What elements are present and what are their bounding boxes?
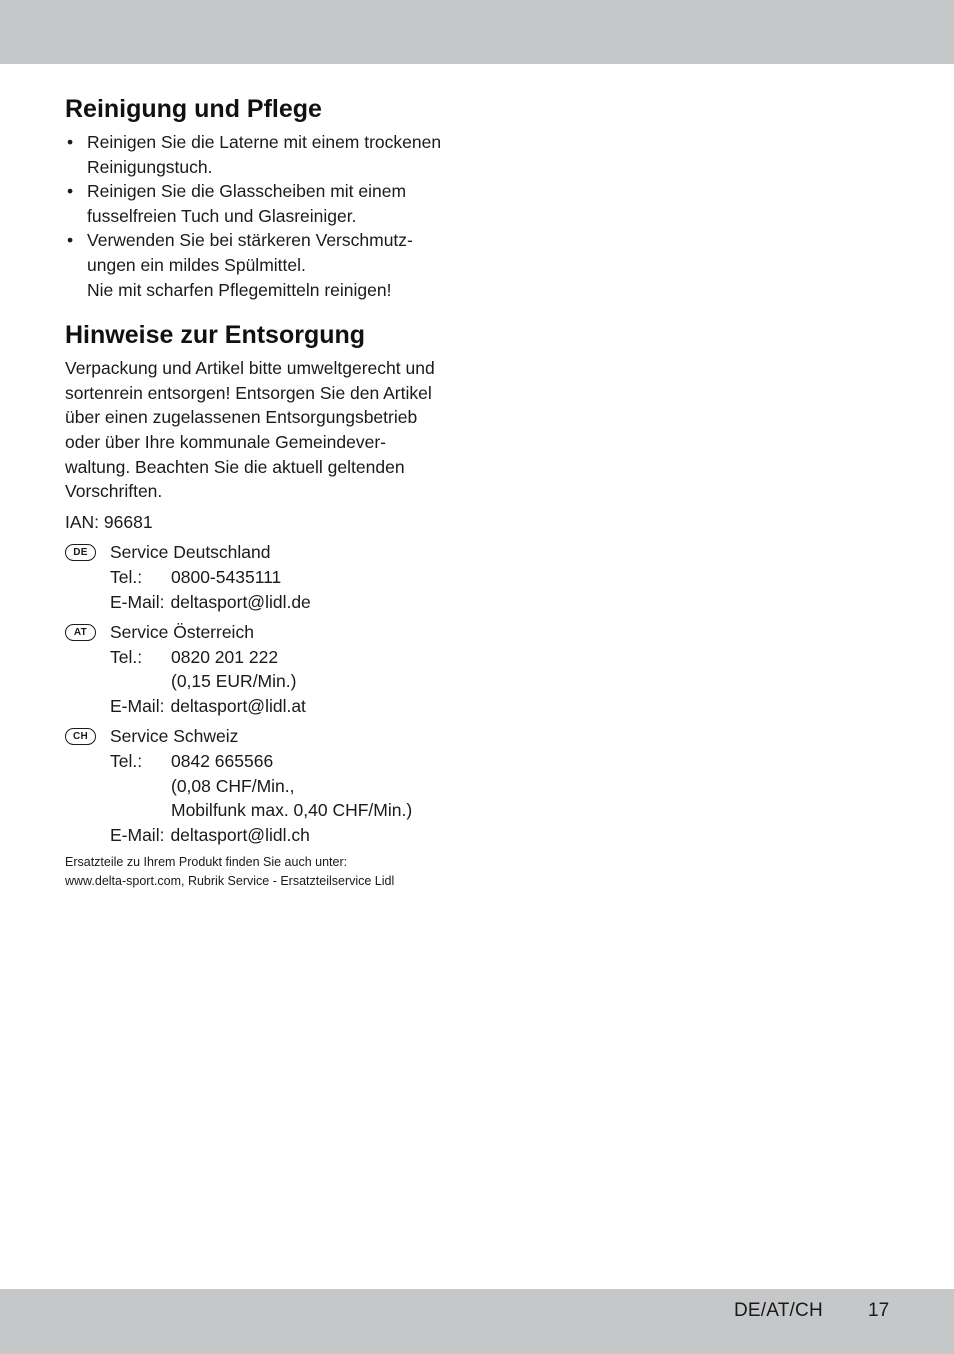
disposal-line: Vorschriften. [65,481,163,502]
country-badge-at-icon: AT [65,624,96,641]
care-line: Reinigungstuch. [87,156,213,177]
bullet-icon: • [67,230,74,251]
tel-rate: (0,08 CHF/Min., [171,775,295,796]
email-value: deltasport@lidl.de [170,591,311,612]
disposal-heading: Hinweise zur Entsorgung [65,321,366,350]
care-list [65,130,465,302]
care-line: Reinigen Sie die Laterne mit einem trockenen [87,132,442,152]
footer-region: DE/AT/CH [734,1300,823,1321]
service-tel-row [110,645,465,694]
tel-label: Tel.: [110,751,143,772]
bullet-icon: • [67,132,74,152]
service-email-row [110,590,465,615]
spare-parts-note [65,853,465,891]
care-heading: Reinigung und Pflege [65,95,322,123]
tel-label: Tel.: [110,646,143,667]
service-tel-row [110,749,465,823]
care-line: Verwenden Sie bei stärkeren Verschmutz- [87,230,413,251]
tel-rate: Mobilfunk max. 0,40 CHF/Min.) [171,800,413,821]
service-email-row [110,823,465,848]
tel-value: 0800-5435111 [171,566,282,587]
service-tel-row [110,565,465,590]
tel-value: 0842 665566 [171,751,274,772]
care-line: ungen ein mildes Spülmittel. [87,254,306,275]
disposal-line: über einen zugelassenen Entsorgungsbetrieb [65,407,418,428]
tel-value-group [171,749,465,823]
header-band [0,0,954,64]
disposal-paragraph [65,356,465,504]
service-at [65,620,465,718]
disposal-line: oder über Ihre kommunale Gemeindever- [65,431,386,452]
service-email-row [110,694,465,719]
disposal-line: waltung. Beachten Sie die aktuell geltenden [65,456,405,477]
spare-parts-line: Ersatzteile zu Ihrem Produkt finden Sie auch unter: [65,855,348,870]
tel-value: 0820 201 222 [171,646,279,667]
care-line: Reinigen Sie die Glasscheiben mit einem [87,181,407,202]
email-value: deltasport@lidl.ch [170,824,310,845]
care-item [65,179,465,228]
service-name: Service Schweiz [110,726,239,747]
service-name: Service Österreich [110,622,254,643]
country-badge-ch-icon: CH [65,728,96,745]
email-label: E-Mail: [110,591,165,612]
page-number: 17 [868,1300,890,1321]
care-item [65,228,465,302]
service-name: Service Deutschland [110,542,271,563]
email-value: deltasport@lidl.at [170,695,306,716]
tel-rate: (0,15 EUR/Min.) [171,671,297,692]
disposal-line: sortenrein entsorgen! Entsorgen Sie den Artikel [65,382,432,403]
disposal-line: Verpackung und Artikel bitte umweltgerecht und [65,358,435,379]
tel-value-group [171,645,465,694]
service-ch [65,724,465,847]
care-item [65,130,465,179]
email-label: E-Mail: [110,695,165,716]
ian-number: IAN: 96681 [65,511,153,532]
tel-label: Tel.: [110,566,143,587]
service-de [65,540,465,614]
spare-parts-link: www.delta-sport.com, Rubrik Service - Ersatzteilservice Lidl [65,874,395,889]
care-line: Nie mit scharfen Pflegemitteln reinigen! [87,279,392,300]
page-content [65,92,465,891]
email-label: E-Mail: [110,824,165,845]
care-line: fusselfreien Tuch und Glasreiniger. [87,205,357,226]
bullet-icon: • [67,181,74,202]
country-badge-de-icon: DE [65,544,96,561]
